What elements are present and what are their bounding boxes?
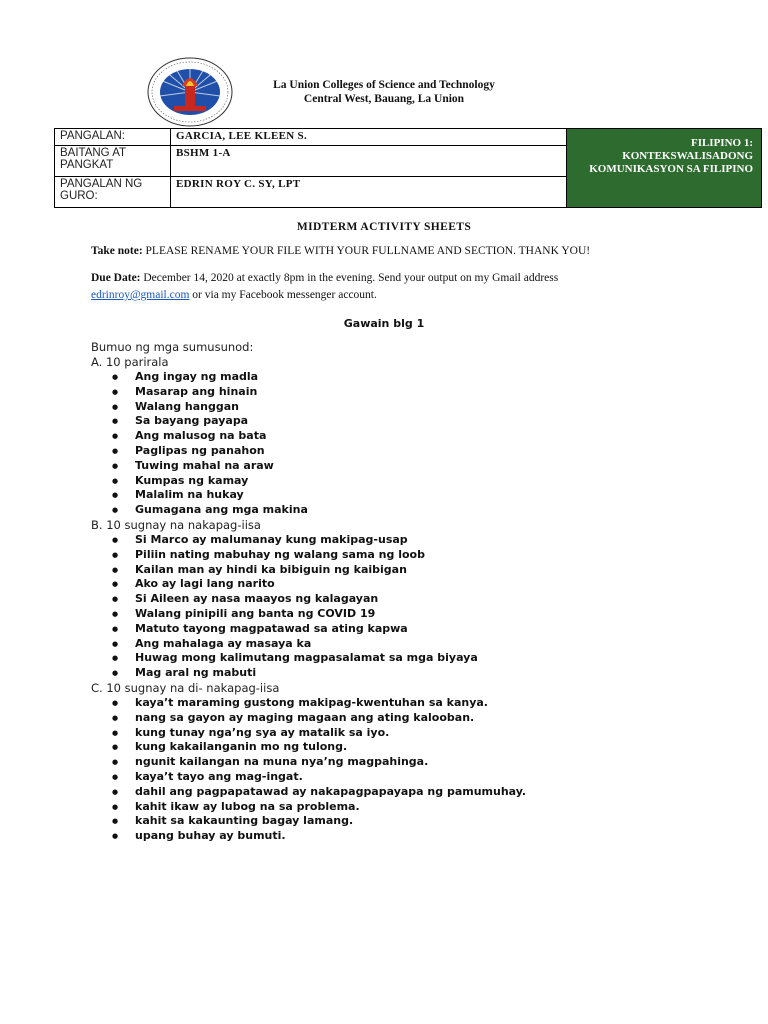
due-date-label: Due Date: — [91, 272, 141, 284]
list-item: ● kung tunay nga’ng sya ay matalik sa iyo. — [91, 726, 751, 741]
email-link[interactable]: edrinroy@gmail.com — [91, 289, 190, 301]
list-item: ● Ang mahalaga ay masaya ka — [91, 637, 751, 652]
bullet-list — [91, 533, 751, 681]
list-item: ● kaya’t maraming gustong makipag-kwentuhan sa kanya. — [91, 696, 751, 711]
list-item: ● Paglipas ng panahon — [91, 444, 751, 459]
name-label: PANGALAN: — [55, 129, 171, 146]
instructions-intro: Bumuo ng mga sumusunod: — [91, 340, 254, 354]
activity-title: MIDTERM ACTIVITY SHEETS — [296, 221, 472, 233]
activity-content — [91, 340, 751, 844]
list-item: ● Matuto tayong magpatawad sa ating kapwa — [91, 622, 751, 637]
list-item: ● Huwag mong kalimutang magpasalamat sa mga biyaya — [91, 651, 751, 666]
list-item: ● kahit ikaw ay lubog na sa problema. — [91, 800, 751, 815]
gawain-title: Gawain blg 1 — [343, 317, 425, 330]
list-item: ● Ang malusog na bata — [91, 429, 751, 444]
due-date-paragraph — [91, 270, 751, 304]
list-item: ● kung kakailanganin mo ng tulong. — [91, 740, 751, 755]
bullet-list — [91, 696, 751, 844]
school-seal-logo — [146, 56, 234, 128]
student-info-table — [54, 128, 762, 208]
list-item: ● Kailan man ay hindi ka bibiguin ng kaibigan — [91, 563, 751, 578]
school-header — [232, 78, 536, 106]
list-item: ● Ako ay lagi lang narito — [91, 577, 751, 592]
school-address: Central West, Bauang, La Union — [303, 93, 465, 105]
list-item: ● upang buhay ay bumuti. — [91, 829, 751, 844]
bullet-list — [91, 370, 751, 518]
list-item: ● dahil ang pagpapatawad ay nakapagpapayapa ng pamumuhay. — [91, 785, 751, 800]
section-heading: C. 10 sugnay na di- nakapag-iisa — [91, 680, 280, 695]
teacher-value: EDRIN ROY C. SY, LPT — [171, 177, 567, 208]
list-item: ● Malalim na hukay — [91, 488, 751, 503]
list-item: ● Kumpas ng kamay — [91, 474, 751, 489]
list-item: ● Piliin nating mabuhay ng walang sama ng loob — [91, 548, 751, 563]
grade-section-label: BAITANG AT PANGKAT — [55, 146, 171, 177]
teacher-label: PANGALAN NG GURO: — [55, 177, 171, 208]
list-item: ● Walang hanggan — [91, 400, 751, 415]
sections-container — [91, 355, 751, 844]
list-item: ● Si Aileen ay nasa maayos ng kalagayan — [91, 592, 751, 607]
list-item: ● Mag aral ng mabuti — [91, 666, 751, 681]
list-item: ● Ang ingay ng madla — [91, 370, 751, 385]
name-value: GARCIA, LEE KLEEN S. — [171, 129, 567, 146]
section-heading: A. 10 parirala — [91, 355, 169, 369]
list-item: ● ngunit kailangan na muna nya’ng magpahinga. — [91, 755, 751, 770]
list-item: ● kahit sa kakaunting bagay lamang. — [91, 814, 751, 829]
list-item: ● Tuwing mahal na araw — [91, 459, 751, 474]
list-item: ● Walang pinipili ang banta ng COVID 19 — [91, 607, 751, 622]
list-item: ● Masarap ang hinain — [91, 385, 751, 400]
due-date-text-after: or via my Facebook messenger account. — [189, 289, 377, 301]
list-item: ● Sa bayang payapa — [91, 414, 751, 429]
subject-cell: FILIPINO 1: KONTEKSWALISADONG KOMUNIKASYON SA FILIPINO — [567, 129, 762, 208]
section-heading: B. 10 sugnay na nakapag-iisa — [91, 517, 261, 532]
list-item: ● nang sa gayon ay maging magaan ang ating kalooban. — [91, 711, 751, 726]
list-item: ● kaya’t tayo ang mag-ingat. — [91, 770, 751, 785]
school-name: La Union Colleges of Science and Technology — [273, 79, 495, 91]
list-item: ● Gumagana ang mga makina — [91, 503, 751, 518]
list-item: ● Si Marco ay malumanay kung makipag-usap — [91, 533, 751, 548]
take-note-paragraph — [91, 245, 751, 257]
take-note-text: PLEASE RENAME YOUR FILE WITH YOUR FULLNAME AND SECTION. THANK YOU! — [142, 245, 591, 257]
grade-section-value: BSHM 1-A — [171, 146, 567, 177]
table-row — [55, 129, 762, 146]
due-date-text: December 14, 2020 at exactly 8pm in the evening. Send your output on my Gmail address — [140, 272, 559, 284]
take-note-label: Take note: — [91, 245, 143, 257]
